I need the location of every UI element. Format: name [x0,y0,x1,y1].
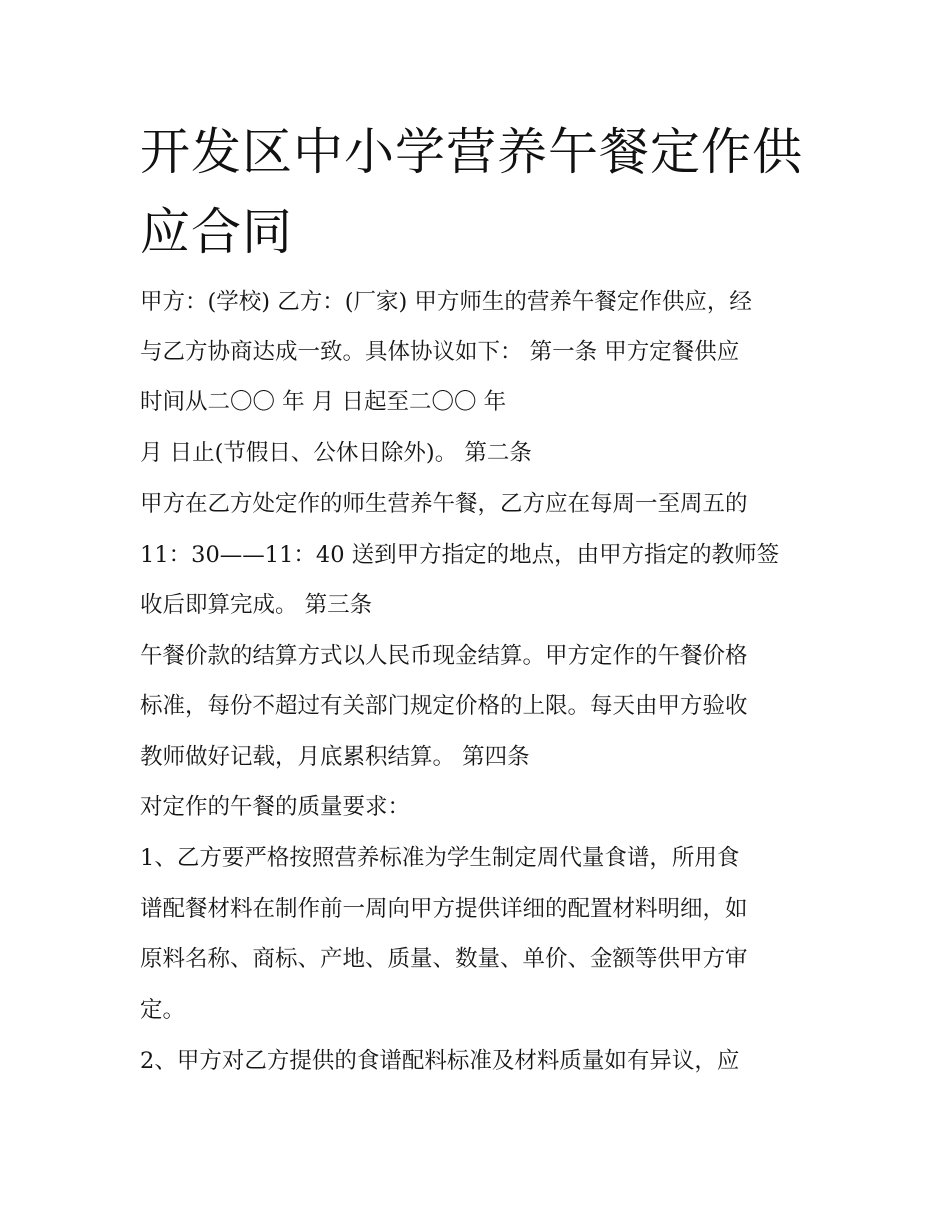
body-line-7: 收后即算完成。 第三条 [140,592,373,618]
body-line-2: 与乙方协商达成一致。具体协议如下： 第一条 甲方定餐供应 [140,339,740,365]
title-line-2: 应合同 [140,203,293,261]
body-line-13: 谱配餐材料在制作前一周向甲方提供详细的配置材料明细，如 [140,896,748,922]
body-line-1: 甲方：(学校) 乙方：(厂家) 甲方师生的营养午餐定作供应，经 [140,289,752,315]
body-line-4: 月 日止(节假日、公休日除外)。 第二条 [140,440,532,466]
body-line-3: 时间从二〇〇 年 月 日起至二〇〇 年 [140,389,507,415]
body-line-6: 11：30——11：40 送到甲方指定的地点，由甲方指定的教师签 [140,542,780,568]
body-line-5: 甲方在乙方处定作的师生营养午餐，乙方应在每周一至周五的 [140,491,748,517]
body-line-15: 定。 [140,997,186,1023]
document-title [140,112,820,272]
body-line-12: 1、乙方要严格按照营养标准为学生制定周代量食谱，所用食 [140,845,740,871]
body-line-14: 原料名称、商标、产地、质量、数量、单价、金额等供甲方审 [140,946,748,972]
body-line-11: 对定作的午餐的质量要求： [140,794,411,820]
body-line-16: 2、甲方对乙方提供的食谱配料标准及材料质量如有异议，应 [140,1048,740,1074]
body-line-8: 午餐价款的结算方式以人民币现金结算。甲方定作的午餐价格 [140,643,748,669]
title-line-1: 开发区中小学营养午餐定作供 [140,123,803,181]
body-line-10: 教师做好记载，月底累积结算。 第四条 [140,744,530,770]
body-line-9: 标准，每份不超过有关部门规定价格的上限。每天由甲方验收 [140,693,748,719]
